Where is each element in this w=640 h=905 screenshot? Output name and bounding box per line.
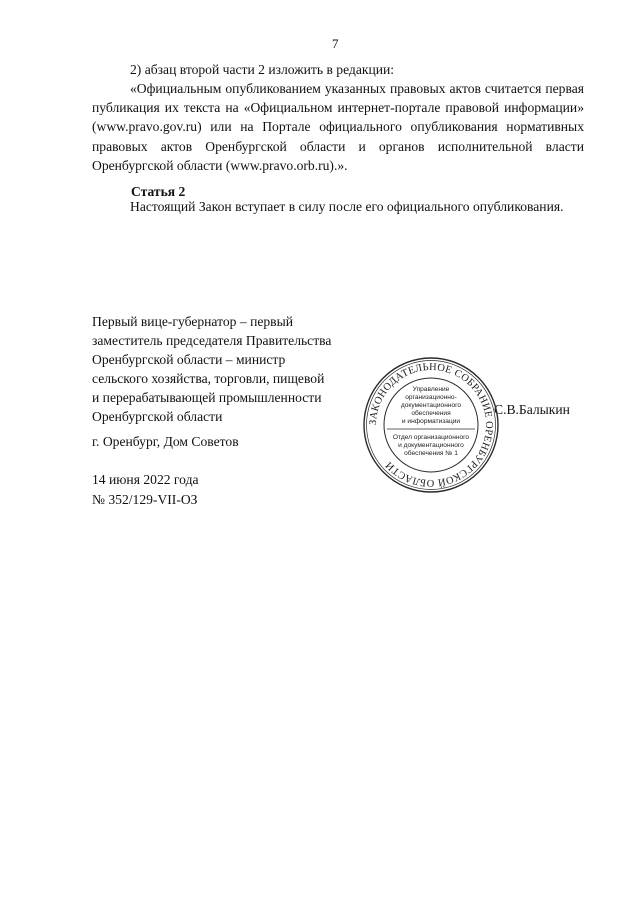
stamp-inner-line: обеспечения <box>411 410 451 417</box>
amendment-instruction: 2) абзац второй части 2 изложить в редакции: <box>130 62 395 77</box>
signatory-title-line: и перерабатывающей промышленности <box>92 390 322 405</box>
signatory-title-line: Первый вице-губернатор – первый <box>92 314 293 329</box>
signatory-title-line: сельского хозяйства, торговли, пищевой <box>92 371 325 386</box>
article-heading: Статья 2 <box>131 184 186 199</box>
stamp-inner-line: организационно- <box>405 394 457 401</box>
law-number: № 352/129-VII-ОЗ <box>92 492 198 507</box>
stamp-middle-ring <box>367 361 496 490</box>
signing-place: г. Оренбург, Дом Советов <box>92 434 239 449</box>
page-number: 7 <box>332 36 339 51</box>
signatory-title-line: Оренбургской области <box>92 409 223 424</box>
signatory-title-line: Оренбургской области – министр <box>92 352 286 367</box>
article-text: Настоящий Закон вступает в силу после его официального опубликования. <box>130 199 564 214</box>
stamp-inner-line: обеспечения № 1 <box>404 450 458 457</box>
stamp-inner-line: документационного <box>400 402 462 409</box>
stamp-inner-line: Отдел организационного <box>392 434 470 441</box>
signing-date: 14 июня 2022 года <box>92 472 199 487</box>
amendment-line <box>92 60 584 79</box>
signatory-title <box>92 312 362 426</box>
signer-name: С.В.Балыкин <box>494 402 570 417</box>
stamp-inner-line: и информатизации <box>401 418 461 425</box>
article-body <box>92 197 584 216</box>
stamp-outer-text: ЗАКОНОДАТЕЛЬНОЕ СОБРАНИЕ ОРЕНБУРГСКОЙ ОБЛАСТИ <box>367 361 495 489</box>
quoted-paragraph: «Официальным опубликованием указанных правовых актов считается первая публикация их текста на «Официальном интернет-портале правовой информации» (www.pravo.gov.ru) или на Портале официального опубликования нормативных правовых актов Оренбургской области и органов исполнительной власти Оренбургской области (www.pravo.orb.ru).». <box>92 81 584 173</box>
official-stamp <box>361 355 501 495</box>
stamp-inner-line: и документационного <box>398 442 464 449</box>
stamp-inner-line: Управление <box>412 386 450 393</box>
amendment-quote <box>92 79 584 175</box>
signatory-title-line: заместитель председателя Правительства <box>92 333 332 348</box>
